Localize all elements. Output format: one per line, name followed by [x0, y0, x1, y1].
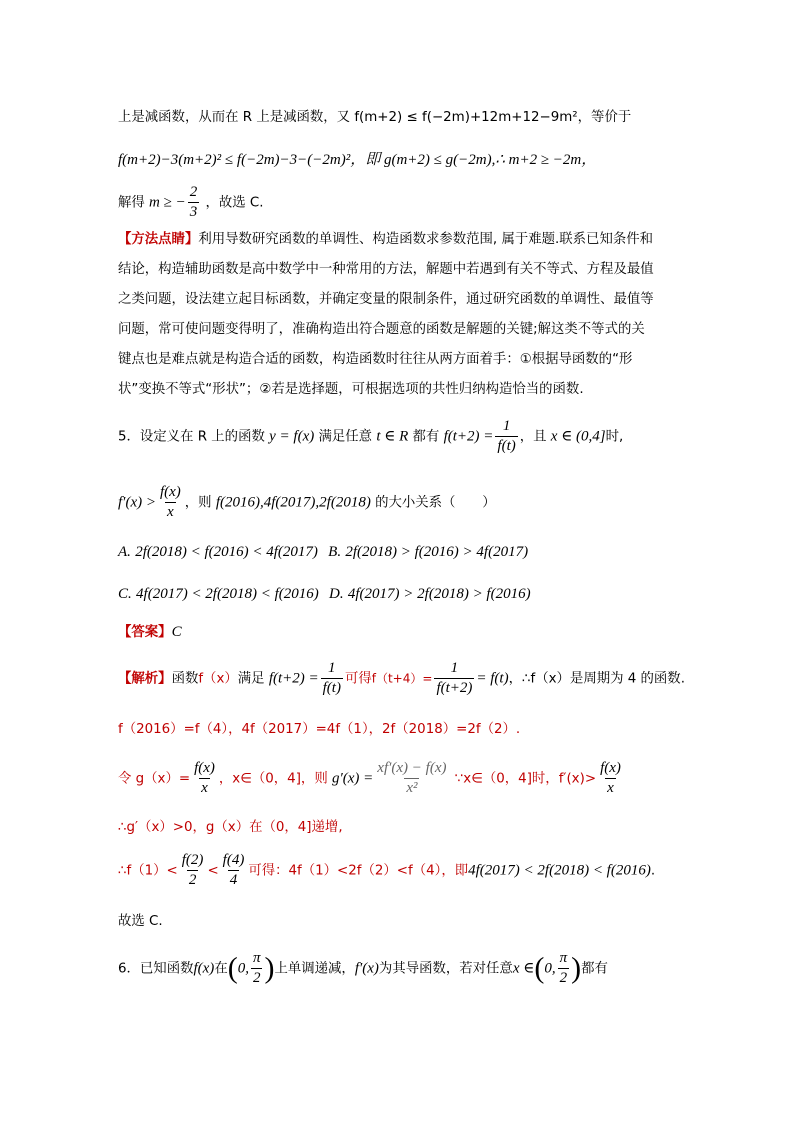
text-span: ，且 [519, 429, 547, 445]
option-a-label: A. [118, 544, 131, 560]
denominator: 2 [252, 970, 261, 986]
fraction [221, 852, 247, 889]
option-a: 2f(2018) < f(2016) < 4f(2017) [135, 544, 318, 560]
numerator: xf′(x) − f(x) [377, 760, 447, 776]
text-span: ∴g′（x）>0，g（x）在（0，4]递增, [118, 820, 343, 835]
text-span: ，x∈（0，4]，则 [218, 771, 328, 787]
math-span: x ∈ (0,4] [550, 428, 606, 445]
analysis-line [118, 760, 708, 802]
text-span: 都有 [581, 961, 608, 977]
fraction [495, 418, 517, 455]
method-line [118, 290, 708, 310]
text-span: 5．设定义在 R 上的函数 [118, 429, 265, 445]
math-span: 4f(2017) < 2f(2018) < f(2016) [468, 862, 651, 879]
method-tag: 【方法点睛】 [118, 232, 199, 247]
fraction [158, 484, 183, 521]
denominator: x² [406, 780, 418, 796]
options-row-1 [118, 542, 708, 563]
text-span: ，则 [184, 495, 212, 511]
denominator: x [167, 504, 174, 520]
method-line [118, 320, 708, 340]
text-span: 函数 [171, 671, 199, 687]
math-span: g′(x) = [331, 770, 374, 787]
option-b-label: B. [328, 544, 342, 560]
math-span: f(t+2) = [443, 428, 494, 445]
text-span: . [650, 863, 656, 879]
denominator: 4 [229, 872, 238, 888]
fraction [558, 950, 570, 987]
option-c: 4f(2017) < 2f(2018) < f(2016) [136, 586, 319, 602]
question-6 [118, 950, 708, 994]
text-span: 在 [214, 961, 228, 977]
text-span: 满足 [237, 671, 265, 687]
text-line-content: 上是减函数，从而在 R 上是减函数，又 f(m+2) ≤ f(−2m)+12m+12−9m²，等价于 [118, 110, 632, 125]
text-span: 状”变换不等式“形状”；②若是选择题，可根据选项的共性归纳构造恰当的函数. [118, 382, 584, 397]
denominator: f(t) [322, 680, 341, 696]
numerator: f(x) [159, 484, 181, 500]
option-d: 4f(2017) > 2f(2018) > f(2016) [347, 586, 531, 602]
text-span: 上单调递减， [274, 961, 355, 977]
text-line [118, 108, 708, 128]
analysis-line [118, 852, 708, 894]
text-span: f（2016）=f（4），4f（2017）=4f（1），2f（2018）=2f（2）. [118, 722, 521, 737]
text-span: ，∴f（x）是周期为 4 的函数. [508, 671, 685, 687]
paren: ) [571, 951, 582, 985]
numerator: f(2) [181, 852, 204, 868]
inequality: m ≥ − [149, 194, 186, 211]
math-span: t ∈ R [376, 428, 409, 445]
text-span: 键点也是难点就是构造合适的函数，构造函数时往往从两方面着手：①根据导函数的“形 [118, 352, 633, 367]
fraction [188, 184, 200, 221]
math-span: f′(x) > [118, 494, 156, 511]
numerator: π [252, 950, 261, 966]
math-span: 0, [237, 960, 249, 977]
numerator: 1 [502, 418, 511, 434]
question-5-cont [118, 484, 708, 526]
fraction [192, 760, 217, 797]
fraction [321, 660, 343, 697]
math-span: = f(t) [476, 670, 509, 687]
text-span: 6．已知函数 [118, 961, 194, 977]
text-span: ∵x∈（0，4]时，f′(x)> [454, 771, 597, 787]
text-span: ∴f（1）< [118, 863, 178, 879]
option-b: 2f(2018) > f(2016) > 4f(2017) [345, 544, 529, 560]
fraction [434, 660, 474, 697]
text-line [118, 184, 708, 220]
text-span: 可得：4f（1）<2f（2）<f（4），即 [248, 863, 469, 879]
fraction [375, 760, 448, 797]
method-line [118, 260, 708, 280]
text-span: < [207, 863, 219, 879]
numerator: 1 [328, 660, 336, 676]
analysis-line [118, 660, 708, 702]
text-line [118, 150, 708, 171]
numerator: 2 [189, 184, 198, 200]
analysis-line [118, 720, 708, 740]
denominator: 2 [188, 872, 197, 888]
answer-tag: 【答案】 [118, 625, 172, 640]
math-span: f(t+2) = [268, 670, 319, 687]
text-span: 结论，构造辅助函数是高中数学中一种常用的方法，解题中若遇到有关不等式、方程及最值 [118, 262, 654, 277]
text-span: 满足任意 [318, 429, 373, 445]
method-line [118, 230, 708, 250]
answer-line [118, 622, 708, 643]
text-span: 问题，常可使问题变得明了，准确构造出符合题意的函数是解题的关键;解这类不等式的关 [118, 322, 645, 337]
numerator: f(4) [222, 852, 245, 868]
denominator: f(t+2) [436, 680, 473, 696]
text-span: 都有 [412, 429, 440, 445]
text-span: 的大小关系（ ） [375, 495, 496, 511]
answer-value: C [171, 624, 182, 640]
denominator: x [201, 780, 208, 796]
text-span: 解得 [118, 195, 145, 211]
denominator: 3 [189, 204, 198, 220]
text-span: f（x） [198, 671, 238, 687]
text-span: 为其导函数，若对任意 [378, 961, 513, 977]
paren: ( [227, 951, 238, 985]
paren: ) [264, 951, 275, 985]
options-row-2 [118, 584, 708, 605]
denominator: 2 [559, 970, 568, 986]
analysis-tag: 【解析】 [118, 671, 172, 687]
text-span: 时, [605, 429, 624, 445]
math-span: 0, [544, 960, 556, 977]
numerator: f(x) [194, 760, 215, 776]
fraction [251, 950, 263, 987]
math-span: x ∈ [512, 960, 535, 977]
analysis-line [118, 818, 708, 838]
numerator: 1 [450, 660, 459, 676]
text-span: f（t+4）= [371, 671, 433, 686]
text-span: ，故选 C. [205, 195, 264, 211]
question-5 [118, 418, 708, 460]
text-span: 利用导数研究函数的单调性、构造函数求参数范围, 属于难题.联系已知条件和 [198, 232, 654, 247]
numerator: π [559, 950, 568, 966]
paren: ( [534, 951, 545, 985]
method-line [118, 380, 708, 400]
denominator: x [607, 780, 614, 796]
denominator: f(t) [497, 438, 516, 454]
option-d-label: D. [329, 586, 344, 602]
conclusion-line [118, 912, 708, 932]
math-span: f(2016),4f(2017),2f(2018) [215, 494, 371, 511]
text-span: 令 g（x）= [118, 771, 191, 787]
math-span: f(x) [193, 960, 215, 977]
method-line [118, 350, 708, 370]
text-span: 可得 [344, 671, 372, 687]
text-span: 故选 C. [118, 914, 163, 929]
numerator: f(x) [600, 760, 621, 776]
math-span: y = f(x) [269, 428, 315, 445]
option-c-label: C. [118, 586, 132, 602]
fraction [180, 852, 206, 889]
fraction [598, 760, 623, 797]
text-span: 之类问题，设法建立起目标函数，并确定变量的限制条件，通过研究函数的单调性、最值等 [118, 292, 654, 307]
math-span: f′(x) [354, 960, 379, 977]
inequality: f(m+2)−3(m+2)² ≤ f(−2m)−3−(−2m)²，即 g(m+2) ≤ g(−2m),∴ m+2 ≥ −2m， [118, 152, 597, 168]
